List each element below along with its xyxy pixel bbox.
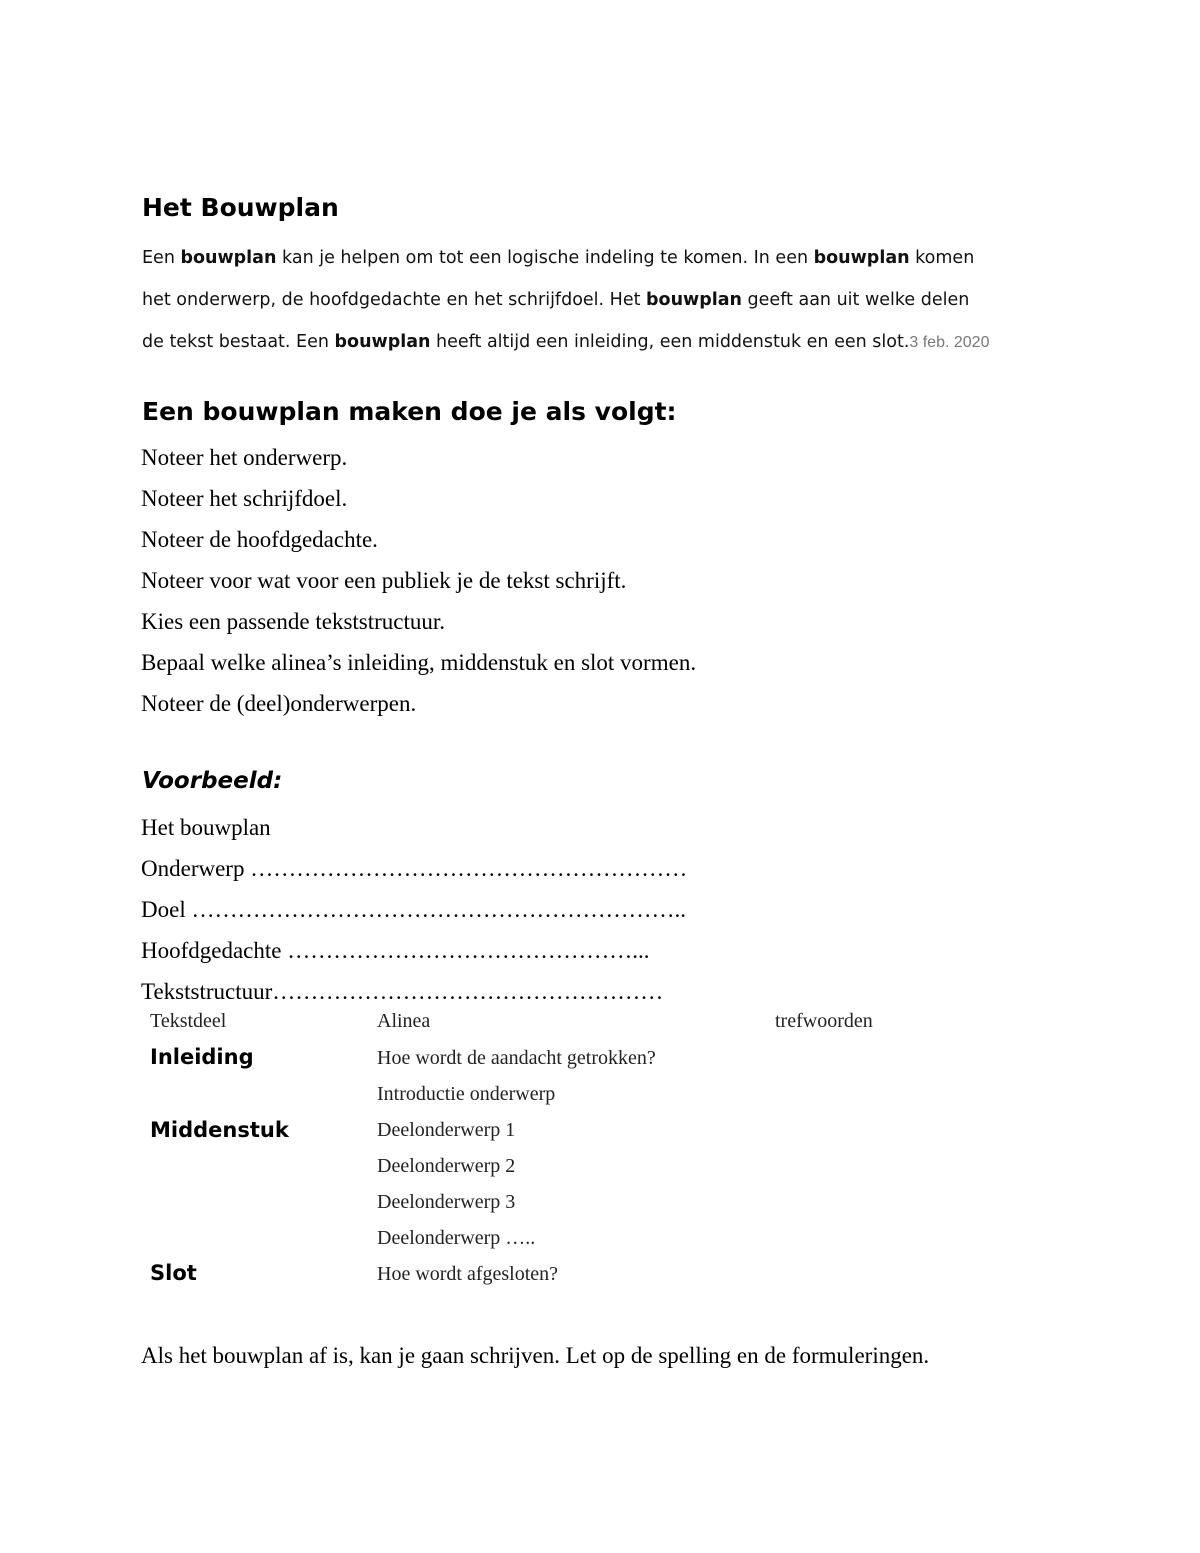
intro-text: komen: [909, 248, 975, 268]
form-row-hoofdgedachte: Hoofdgedachte ………………………………………...: [141, 938, 650, 963]
table-cell-alinea: Deelonderwerp …..: [377, 1227, 536, 1249]
intro-text: heeft altijd een inleiding, een middenstuk en een slot.: [430, 332, 910, 352]
list-item: Bepaal welke alinea’s inleiding, middenstuk en slot vormen.: [141, 650, 697, 675]
table-cell-alinea: Introductie onderwerp: [377, 1083, 556, 1105]
section-slot: Slot: [150, 1261, 197, 1285]
table-cell-alinea: Deelonderwerp 2: [377, 1155, 516, 1177]
list-item: Noteer het schrijfdoel.: [141, 486, 348, 511]
intro-paragraph: [142, 237, 1082, 364]
intro-text: Een: [142, 248, 181, 268]
form-row-tekststructuur: Tekststructuur……………………………………………: [141, 979, 664, 1004]
intro-text: het onderwerp, de hoofdgedachte en het schrijfdoel. Het: [142, 290, 647, 310]
intro-bold-term: bouwplan: [180, 248, 277, 268]
form-title: Het bouwplan: [141, 815, 271, 840]
example-form: [141, 807, 687, 1012]
intro-text: geeft aan uit welke delen: [741, 290, 970, 310]
column-header-alinea: Alinea: [377, 1010, 431, 1032]
list-item: Noteer het onderwerp.: [141, 445, 348, 470]
list-item: Noteer de (deel)onderwerpen.: [141, 691, 417, 716]
example-heading: Voorbeeld:: [142, 768, 283, 794]
list-item: Noteer de hoofdgedachte.: [141, 527, 378, 552]
intro-line: [142, 279, 1082, 321]
section-middenstuk: Middenstuk: [150, 1118, 289, 1142]
column-header-trefwoorden: trefwoorden: [775, 1010, 873, 1032]
form-row-onderwerp: Onderwerp …………………………………………………: [141, 856, 688, 881]
intro-bold-term: bouwplan: [813, 248, 910, 268]
table-cell-alinea: Hoe wordt afgesloten?: [377, 1263, 559, 1285]
form-row-doel: Doel ………………………………………………………..: [141, 897, 686, 922]
table-cell-alinea: Deelonderwerp 3: [377, 1191, 516, 1213]
intro-bold-term: bouwplan: [646, 290, 742, 310]
intro-bold-term: bouwplan: [334, 332, 431, 352]
intro-text: kan je helpen om tot een logische indeling te komen. In een: [276, 248, 814, 268]
section-inleiding: Inleiding: [150, 1045, 254, 1069]
table-cell-alinea: Deelonderwerp 1: [377, 1119, 516, 1141]
table-cell-alinea: Hoe wordt de aandacht getrokken?: [377, 1047, 656, 1069]
intro-line: [142, 237, 1082, 279]
list-item: Kies een passende tekststructuur.: [141, 609, 446, 634]
steps-heading: Een bouwplan maken doe je als volgt:: [142, 397, 677, 426]
list-item: Noteer voor wat voor een publiek je de tekst schrijft.: [141, 568, 627, 593]
page-title: Het Bouwplan: [142, 193, 339, 222]
column-header-tekstdeel: Tekstdeel: [150, 1010, 227, 1032]
intro-text: de tekst bestaat. Een: [142, 332, 335, 352]
steps-list: [141, 437, 696, 724]
intro-date: 3 feb. 2020: [909, 334, 990, 351]
intro-line: [142, 321, 1082, 364]
closing-sentence: Als het bouwplan af is, kan je gaan schrijven. Let op de spelling en de formuleringen.: [141, 1343, 930, 1368]
